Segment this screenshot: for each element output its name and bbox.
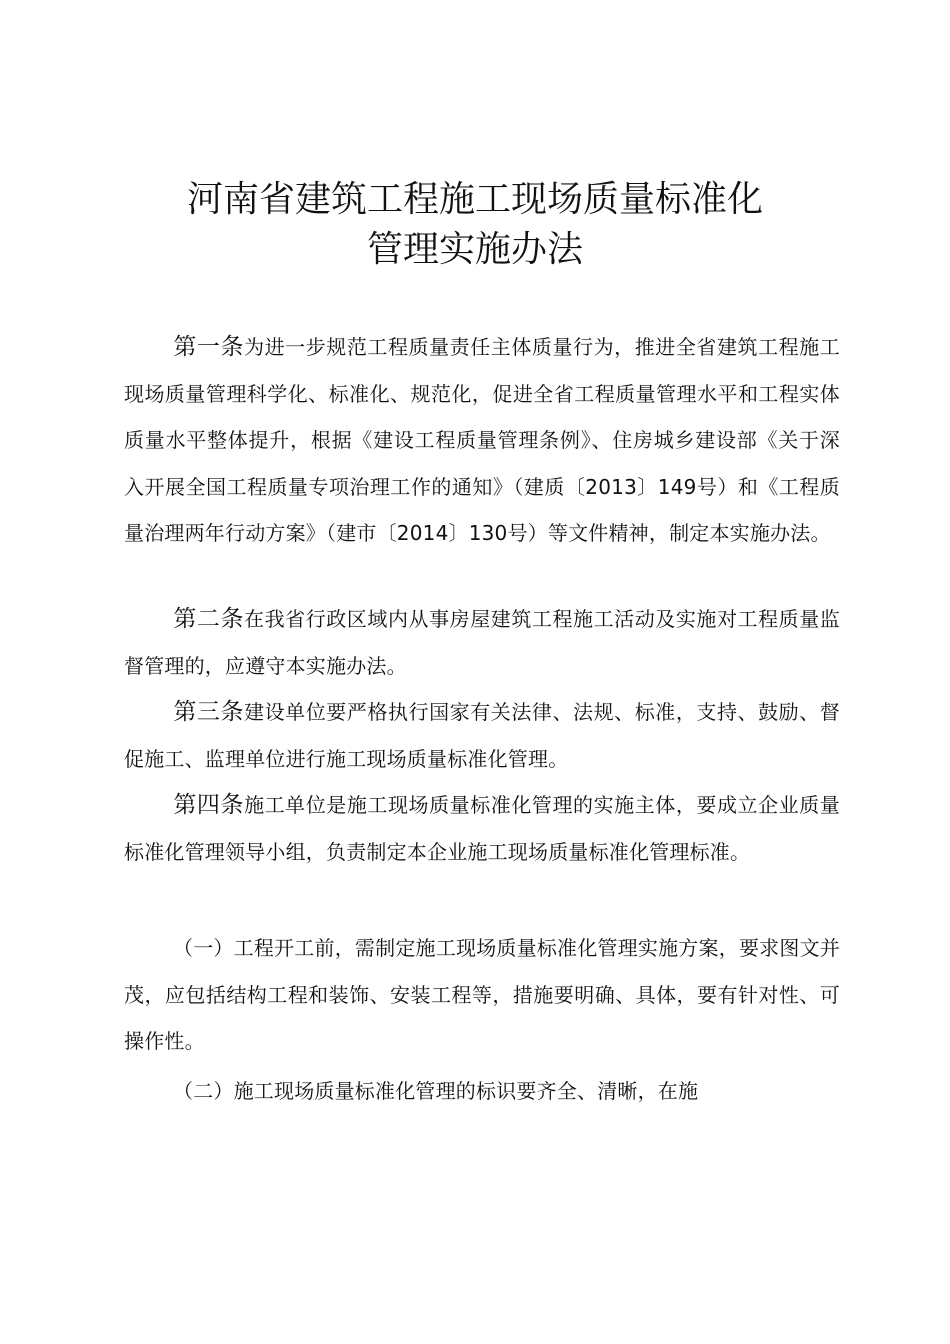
clause-2-text: （二）施工现场质量标准化管理的标识要齐全、清晰，在施 — [173, 1079, 699, 1103]
article-3-paragraph — [124, 689, 840, 782]
article-2-text: 在我省行政区域内从事房屋建筑工程施工活动及实施对工程质量监督管理的，应遵守本实施办法。 — [124, 607, 840, 678]
article-2-paragraph — [124, 596, 840, 689]
document-title-line-2: 管理实施办法 — [366, 229, 583, 270]
document-title-line-1: 河南省建筑工程施工现场质量标准化 — [186, 179, 763, 220]
clause-1-paragraph — [124, 925, 840, 1065]
article-2-heading: 第二条 — [173, 606, 245, 632]
clause-1-text: （一）工程开工前，需制定施工现场质量标准化管理实施方案，要求图文并茂，应包括结构工程和装饰、安装工程等，措施要明确、具体，要有针对性、可操作性。 — [124, 936, 840, 1053]
article-4-paragraph — [124, 782, 840, 875]
article-3-text: 建设单位要严格执行国家有关法律、法规、标准，支持、鼓励、督促施工、监理单位进行施工现场质量标准化管理。 — [124, 700, 840, 771]
article-1-text: 为进一步规范工程质量责任主体质量行为，推进全省建筑工程施工现场质量管理科学化、标准化、规范化，促进全省工程质量管理水平和工程实体质量水平整体提升，根据《建设工程质量管理条例》、住房城乡建设部《关于深入开展全国工程质量专项治理工作的通知》（建质〔2013〕149号）和《工程质量治理两年行动方案》（建市〔2014〕130号）等文件精神，制定本实施办法。 — [124, 335, 840, 545]
article-3-heading: 第三条 — [173, 699, 245, 725]
clause-2-paragraph — [124, 1068, 840, 1115]
article-1-paragraph — [124, 324, 840, 557]
article-1-heading: 第一条 — [173, 334, 245, 360]
article-4-heading: 第四条 — [173, 792, 245, 818]
article-4-text: 施工单位是施工现场质量标准化管理的实施主体，要成立企业质量标准化管理领导小组，负责制定本企业施工现场质量标准化管理标准。 — [124, 793, 840, 864]
